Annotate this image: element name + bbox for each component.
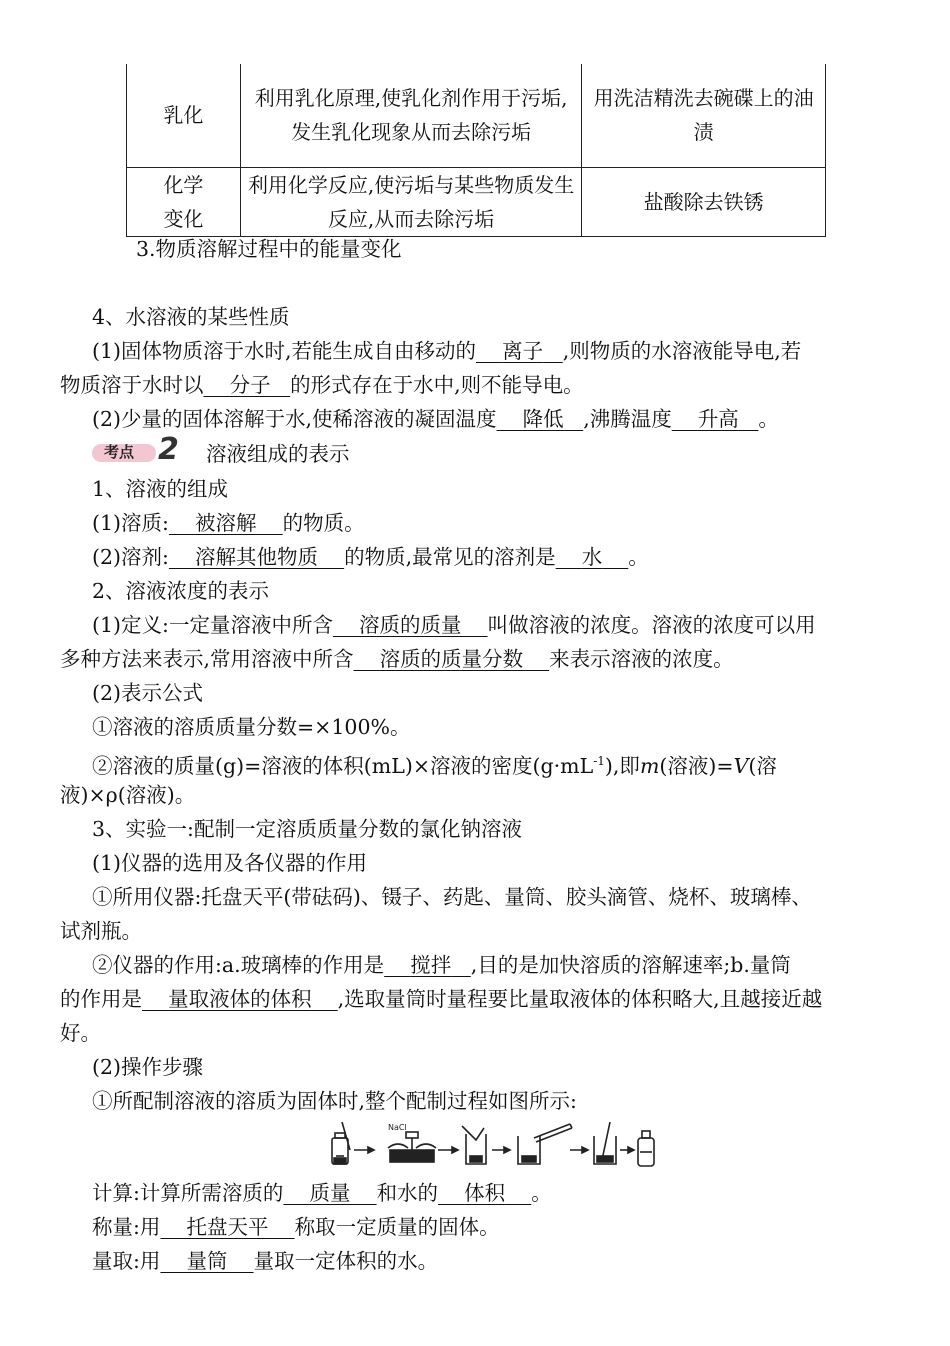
sub-heading: (2)表示公式 bbox=[92, 681, 204, 705]
text: (1)溶质: bbox=[92, 511, 169, 535]
answer-blank bbox=[476, 339, 563, 363]
answer-text: 量取液体的体积 bbox=[168, 987, 312, 1011]
paragraph: ①所用仪器:托盘天平(带砝码)、镊子、药匙、量筒、胶头滴管、烧杯、玻璃棒、 bbox=[92, 885, 812, 909]
answer-text: 溶质的质量分数 bbox=[379, 647, 524, 671]
cleaning-methods-table bbox=[126, 64, 826, 237]
answer-text: 托盘天平 bbox=[186, 1215, 269, 1239]
table-cell-method: 乳化 bbox=[127, 64, 241, 167]
text: 的作用是 bbox=[60, 987, 142, 1011]
table-cell-principle: 利用乳化原理,使乳化剂作用于污垢,发生乳化现象从而去除污垢 bbox=[240, 64, 581, 167]
answer-text: 质量 bbox=[309, 1181, 351, 1205]
table-row bbox=[127, 64, 826, 167]
answer-blank bbox=[204, 373, 291, 397]
answer-text: 量筒 bbox=[186, 1249, 228, 1273]
section-heading: 1、溶液的组成 bbox=[92, 477, 229, 501]
section-3-heading: 3.物质溶解过程中的能量变化 bbox=[136, 237, 402, 261]
text: ,则物质的水溶液能导电,若 bbox=[562, 339, 802, 363]
text: 多种方法来表示,常用溶液中所含 bbox=[60, 647, 354, 671]
text: 量取:用 bbox=[92, 1249, 161, 1273]
paragraph bbox=[92, 608, 920, 642]
text: 来表示溶液的浓度。 bbox=[549, 647, 734, 671]
text: 物质溶于水时以 bbox=[60, 373, 204, 397]
text: 称取一定质量的固体。 bbox=[294, 1215, 500, 1239]
balance-icon bbox=[388, 1132, 436, 1162]
text: (1)定义:一定量溶液中所含 bbox=[92, 613, 333, 637]
formula-line: ①溶液的溶质质量分数=×100%。 bbox=[92, 715, 411, 739]
paragraph: 好。 bbox=[60, 1021, 101, 1045]
method-text: 化学变化 bbox=[163, 172, 204, 231]
section-heading: 3、实验一:配制一定溶质质量分数的氯化钠溶液 bbox=[92, 817, 522, 841]
answer-blank bbox=[333, 613, 488, 637]
text: 和水的 bbox=[376, 1181, 439, 1205]
text: ),即 bbox=[604, 753, 640, 778]
paragraph bbox=[60, 642, 920, 676]
table-cell-principle: 利用化学反应,使污垢与某些物质发生反应,从而去除污垢 bbox=[240, 167, 581, 236]
answer-blank bbox=[169, 545, 344, 569]
sub-heading: (2)操作步骤 bbox=[92, 1055, 204, 1079]
text: (溶 bbox=[748, 753, 777, 778]
nacl-label: NaCl bbox=[388, 1123, 407, 1132]
answer-blank bbox=[438, 1181, 531, 1205]
answer-text: 离子 bbox=[502, 339, 544, 363]
text: (1)固体物质溶于水时,若能生成自由移动的 bbox=[92, 339, 477, 363]
text: 计算:计算所需溶质的 bbox=[92, 1181, 284, 1205]
paragraph bbox=[92, 1244, 920, 1278]
text: 的物质,最常见的溶剂是 bbox=[344, 545, 556, 569]
text: 量取一定体积的水。 bbox=[253, 1249, 439, 1273]
text: 的形式存在于水中,则不能导电。 bbox=[290, 373, 584, 397]
answer-blank bbox=[142, 987, 338, 1011]
text: ②溶液的质量(g)=溶液的体积(mL)×溶液的密度(g·mL bbox=[92, 753, 594, 778]
text: 叫做溶液的浓度。溶液的浓度可以用 bbox=[487, 613, 816, 637]
text: (溶液)= bbox=[659, 753, 734, 778]
answer-text: 搅拌 bbox=[410, 953, 452, 977]
variable: m bbox=[639, 753, 660, 778]
answer-blank bbox=[672, 407, 759, 431]
stirring-beaker-icon bbox=[594, 1122, 616, 1164]
paragraph bbox=[92, 540, 920, 574]
table-cell-example: 用洗洁精洗去碗碟上的油渍 bbox=[582, 64, 826, 167]
answer-blank bbox=[354, 647, 550, 671]
kaodian-title: 溶液组成的表示 bbox=[206, 442, 350, 466]
answer-text: 体积 bbox=[464, 1181, 506, 1205]
badge-number: 2 bbox=[158, 432, 179, 467]
kaodian-badge bbox=[92, 432, 190, 467]
badge-label: 考点 bbox=[104, 443, 135, 461]
answer-blank bbox=[160, 1249, 253, 1273]
paragraph: ①所配制溶液的溶质为固体时,整个配制过程如图所示: bbox=[92, 1089, 577, 1113]
formula-line bbox=[92, 744, 920, 783]
paragraph bbox=[60, 368, 920, 402]
storage-bottle-icon bbox=[638, 1131, 654, 1166]
solution-preparation-diagram bbox=[326, 1120, 656, 1172]
text: 的物质。 bbox=[282, 511, 365, 535]
beaker-icon bbox=[462, 1126, 486, 1164]
table-row bbox=[127, 167, 826, 236]
table-cell-method bbox=[127, 167, 241, 236]
answer-blank bbox=[497, 407, 584, 431]
text: ②仪器的作用:a.玻璃棒的作用是 bbox=[92, 953, 385, 977]
paragraph: 试剂瓶。 bbox=[60, 919, 142, 943]
answer-blank bbox=[384, 953, 471, 977]
paragraph bbox=[92, 1210, 920, 1244]
text: ,目的是加快溶质的溶解速率;b.量筒 bbox=[470, 953, 791, 977]
answer-text: 被溶解 bbox=[195, 511, 257, 535]
paragraph bbox=[92, 402, 920, 436]
text: (2)少量的固体溶解于水,使稀溶液的凝固温度 bbox=[92, 407, 497, 431]
paragraph bbox=[92, 334, 920, 368]
table-cell-example: 盐酸除去铁锈 bbox=[582, 167, 826, 236]
text: 称量:用 bbox=[92, 1215, 161, 1239]
paragraph bbox=[92, 1176, 920, 1210]
paragraph bbox=[60, 982, 920, 1016]
answer-blank bbox=[160, 1215, 294, 1239]
text: ,选取量筒时量程要比量取液体的体积略大,且越接近越 bbox=[337, 987, 823, 1011]
answer-blank bbox=[169, 511, 283, 535]
text: 。 bbox=[628, 545, 649, 569]
reagent-bottle-icon bbox=[332, 1122, 350, 1164]
variable: V bbox=[733, 753, 749, 778]
text: 。 bbox=[758, 407, 779, 431]
answer-text: 溶质的质量 bbox=[359, 613, 462, 637]
superscript: -1 bbox=[593, 754, 605, 768]
text: ,沸腾温度 bbox=[583, 407, 672, 431]
text: 。 bbox=[531, 1181, 552, 1205]
section-heading: 2、溶液浓度的表示 bbox=[92, 579, 270, 603]
paragraph bbox=[92, 948, 920, 982]
answer-text: 升高 bbox=[697, 407, 739, 431]
text: (2)溶剂: bbox=[92, 545, 169, 569]
answer-text: 溶解其他物质 bbox=[195, 545, 319, 569]
sub-heading: (1)仪器的选用及各仪器的作用 bbox=[92, 851, 368, 875]
section-4-heading: 4、水溶液的某些性质 bbox=[92, 305, 290, 329]
answer-text: 降低 bbox=[522, 407, 564, 431]
pouring-cylinder-icon bbox=[518, 1124, 572, 1164]
answer-blank bbox=[283, 1181, 376, 1205]
answer-text: 分子 bbox=[229, 373, 271, 397]
formula-line: 液)×ρ(溶液)。 bbox=[60, 783, 196, 807]
answer-text: 水 bbox=[581, 545, 603, 569]
paragraph bbox=[92, 506, 920, 540]
answer-blank bbox=[556, 545, 629, 569]
